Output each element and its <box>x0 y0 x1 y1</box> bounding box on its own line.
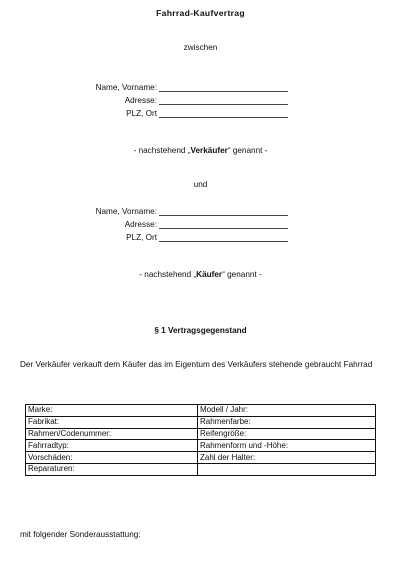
seller-name-label: Name, Vorname: <box>95 83 157 92</box>
buyer-city-label: PLZ, Ort <box>126 233 157 242</box>
bike-details-table <box>25 404 376 476</box>
seller-role: Verkäufer <box>190 146 228 155</box>
section-heading: § 1 Vertragsgegenstand <box>154 326 247 335</box>
table-cell-frame-color[interactable]: Rahmenfarbe: <box>198 416 376 428</box>
seller-city-row <box>0 109 401 120</box>
table-cell-bike-type[interactable]: Fahrradtyp: <box>26 440 198 452</box>
document-title: Fahrrad-Kaufvertrag <box>156 8 245 18</box>
buyer-name-input-line[interactable] <box>159 215 288 216</box>
buyer-address-row <box>0 220 401 231</box>
seller-note <box>0 146 401 155</box>
between-text: zwischen <box>183 43 218 52</box>
seller-address-input-line[interactable] <box>159 104 288 105</box>
buyer-city-row <box>0 233 401 244</box>
seller-name-input-line[interactable] <box>159 91 288 92</box>
section-paragraph: Der Verkäufer verkauft dem Käufer das im Eigentum des Verkäufers stehende gebraucht Fahrrad <box>20 360 373 369</box>
buyer-address-label: Adresse: <box>124 220 157 229</box>
and-text: und <box>193 180 208 189</box>
table-row <box>26 416 376 428</box>
table-row <box>26 405 376 417</box>
buyer-note <box>0 270 401 279</box>
buyer-note-suffix: “ genannt - <box>222 270 262 279</box>
seller-city-input-line[interactable] <box>159 117 288 118</box>
seller-name-row <box>0 83 401 94</box>
buyer-city-input-line[interactable] <box>159 241 288 242</box>
seller-note-prefix: - nachstehend „ <box>133 146 191 155</box>
seller-note-suffix: “ genannt - <box>227 146 268 155</box>
table-cell-tire-size[interactable]: Reifengröße: <box>198 428 376 440</box>
table-cell-empty[interactable] <box>198 463 376 475</box>
table-row <box>26 428 376 440</box>
special-equipment-text: mit folgender Sonderausstattung: <box>20 530 141 539</box>
table-cell-brand[interactable]: Marke: <box>26 405 198 417</box>
table-cell-prior-damage[interactable]: Vorschäden: <box>26 452 198 464</box>
buyer-role: Käufer <box>196 270 223 279</box>
table-row <box>26 440 376 452</box>
seller-address-row <box>0 96 401 107</box>
table-cell-repairs[interactable]: Reparaturen: <box>26 463 198 475</box>
buyer-name-label: Name, Vorname: <box>95 207 157 216</box>
buyer-address-input-line[interactable] <box>159 228 288 229</box>
seller-city-label: PLZ, Ort <box>126 109 157 118</box>
table-cell-owner-count[interactable]: Zahl der Halter: <box>198 452 376 464</box>
table-cell-frame-code[interactable]: Rahmen/Codenummer: <box>26 428 198 440</box>
buyer-note-prefix: - nachstehend „ <box>139 270 197 279</box>
seller-address-label: Adresse: <box>124 96 157 105</box>
buyer-name-row <box>0 207 401 218</box>
table-cell-model-year[interactable]: Modell / Jahr: <box>198 405 376 417</box>
table-row <box>26 463 376 475</box>
table-row <box>26 452 376 464</box>
table-cell-make[interactable]: Fabrikat: <box>26 416 198 428</box>
table-cell-frame-shape[interactable]: Rahmenform und -Höhe: <box>198 440 376 452</box>
